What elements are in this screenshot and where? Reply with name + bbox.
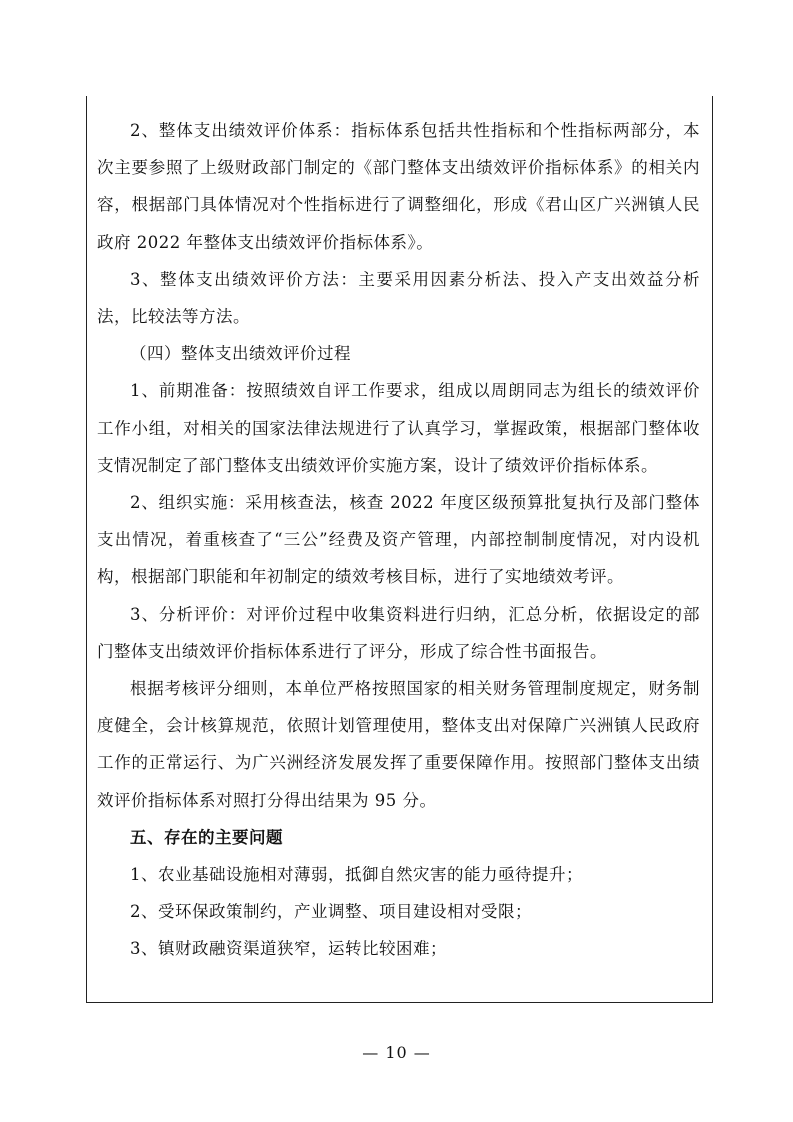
section-heading-main-problems: 五、存在的主要问题 bbox=[130, 827, 283, 847]
paragraph-implementation: 2、组织实施：采用核查法，核查 2022 年度区级预算批复执行及部门整体支出情况，着重核查了“三公”经费及资产管理，内部控制制度情况，对内设机构，根据部门职能和年初制定的绩效考核目标，进行了实地绩效考评。 bbox=[97, 493, 700, 587]
list-item-problem-1: 1、农业基础设施相对薄弱，抵御自然灾害的能力亟待提升； bbox=[130, 865, 583, 885]
document-frame bbox=[86, 96, 713, 1003]
list-item-problem-3: 3、镇财政融资渠道狭窄，运转比较困难； bbox=[130, 939, 447, 959]
paragraph-analysis: 3、分析评价：对评价过程中收集资料进行归纳，汇总分析，依据设定的部门整体支出绩效评价指标体系进行了评分，形成了综合性书面报告。 bbox=[97, 604, 700, 661]
page-number: — 10 — bbox=[362, 1043, 431, 1062]
paragraph-evaluation-method: 3、整体支出绩效评价方法：主要采用因素分析法、投入产支出效益分析法，比较法等方法。 bbox=[97, 269, 700, 327]
section-heading-evaluation-process: （四）整体支出绩效评价过程 bbox=[130, 344, 351, 364]
document-body bbox=[87, 112, 712, 968]
paragraph-preparation: 1、前期准备：按照绩效自评工作要求，组成以周朗同志为组长的绩效评价工作小组，对相关的国家法律法规进行了认真学习，掌握政策，根据部门整体收支情况制定了部门整体支出绩效评价实施方案，设计了绩效评价指标体系。 bbox=[97, 381, 700, 475]
paragraph-evaluation-system: 2、整体支出绩效评价体系：指标体系包括共性指标和个性指标两部分，本次主要参照了上级财政部门制定的《部门整体支出绩效评价指标体系》的相关内容，根据部门具体情况对个性指标进行了调整细化，形成《君山区广兴洲镇人民政府 2022 年整体支出绩效评价指标体系》。 bbox=[97, 121, 700, 252]
paragraph-result: 根据考核评分细则，本单位严格按照国家的相关财务管理制度规定，财务制度健全，会计核算规范，依照计划管理使用，整体支出对保障广兴洲镇人民政府工作的正常运行、为广兴洲经济发展发挥了重要保障作用。按照部门整体支出绩效评价指标体系对照打分得出结果为 95 分。 bbox=[97, 679, 700, 810]
list-item-problem-2: 2、受环保政策制约，产业调整、项目建设相对受限； bbox=[130, 902, 532, 922]
